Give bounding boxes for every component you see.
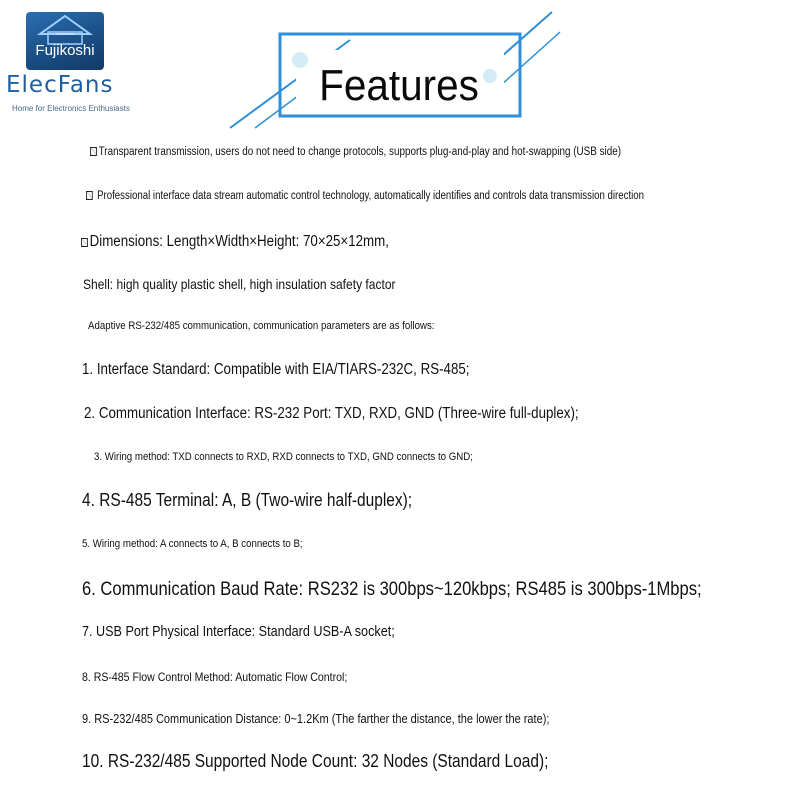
logo-brand-name: ElecFans (6, 72, 114, 98)
spec-item-communication-distance: 9. RS-232/485 Communication Distance: 0~1.2Km (The farther the distance, the lower the rate); (82, 712, 550, 726)
feature-text: Dimensions: Length×Width×Height: 70×25×12mm, (89, 233, 389, 250)
spec-item-flow-control: 8. RS-485 Flow Control Method: Automatic Flow Control; (82, 670, 348, 684)
spec-item-node-count: 10. RS-232/485 Supported Node Count: 32 Nodes (Standard Load); (82, 751, 549, 771)
feature-text: Professional interface data stream automatic control technology, automatically identifies and controls data transmission direction (97, 190, 645, 202)
missing-glyph-icon (86, 191, 93, 200)
missing-glyph-icon (90, 147, 97, 156)
spec-item-usb-interface: 7. USB Port Physical Interface: Standard USB-A socket; (82, 624, 395, 640)
feature-text: Transparent transmission, users do not need to change protocols, supports plug-and-play and hot-swapping (USB side) (98, 146, 622, 158)
logo-tagline: Home for Electronics Enthusiasts (12, 104, 130, 113)
spec-item-baud-rate: 6. Communication Baud Rate: RS232 is 300bps~120kbps; RS485 is 300bps-1Mbps; (82, 578, 702, 600)
missing-glyph-icon (81, 238, 88, 247)
spec-item-rs232-wiring: 3. Wiring method: TXD connects to RXD, RXD connects to TXD, GND connects to GND; (94, 451, 473, 463)
logo-badge-text: Fujikoshi (35, 42, 95, 59)
page-title: Features (319, 61, 479, 110)
spec-item-rs485-wiring: 5. Wiring method: A connects to A, B connects to B; (82, 538, 303, 550)
feature-line-dimensions (81, 233, 389, 251)
feature-line-adaptive-communication: Adaptive RS-232/485 communication, communication parameters are as follows: (88, 320, 435, 332)
feature-line-transparent-transmission (90, 146, 621, 158)
spec-item-interface-standard: 1. Interface Standard: Compatible with EIA/TIARS-232C, RS-485; (82, 361, 470, 378)
feature-line-interface-control (86, 190, 644, 202)
feature-line-shell: Shell: high quality plastic shell, high insulation safety factor (83, 276, 396, 292)
spec-item-communication-interface: 2. Communication Interface: RS-232 Port: TXD, RXD, GND (Three-wire full-duplex); (84, 405, 579, 422)
spec-item-rs485-terminal: 4. RS-485 Terminal: A, B (Two-wire half-duplex); (82, 490, 413, 510)
